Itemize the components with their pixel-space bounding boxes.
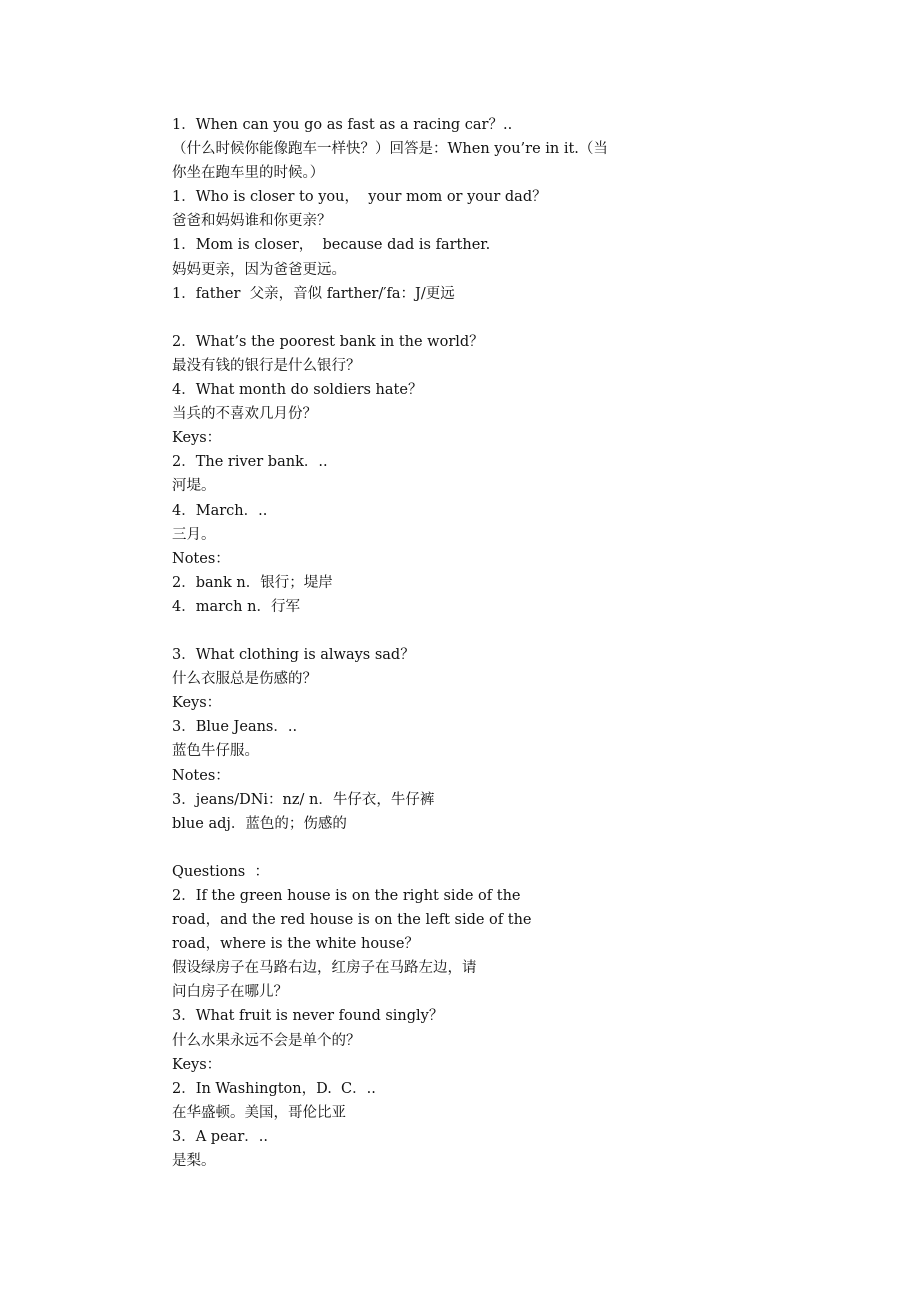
text-line: 1．When can you go as fast as a racing car？..	[172, 117, 513, 133]
text-line: 4．What month do soldiers hate？	[172, 382, 423, 399]
keys-heading: Keys：	[172, 695, 222, 712]
text-line: 3．jeans/DNi：nz/ n．牛仔衣，牛仔裤	[172, 791, 435, 808]
text-line: 当兵的不喜欢几月份？	[172, 406, 317, 423]
text-line: 1．Mom is closer， because dad is farther.	[172, 237, 491, 254]
text-line: 1．father 父亲，音似 farther/′fa：J/更远	[172, 285, 455, 302]
keys-heading: Keys：	[172, 1056, 222, 1073]
text-line: blue adj．蓝色的；伤感的	[172, 815, 347, 832]
notes-heading: Notes：	[172, 767, 230, 784]
document-body	[172, 113, 652, 1173]
text-line: 什么水果永远不会是单个的？	[172, 1032, 361, 1049]
text-line: 妈妈更亲，因为爸爸更远。	[172, 261, 346, 278]
text-line: 爸爸和妈妈谁和你更亲？	[172, 213, 332, 230]
text-line: 2．In Washington，D. C．..	[172, 1080, 376, 1097]
blank-line	[172, 619, 652, 643]
text-line: （什么时候你能像跑车一样快？）回答是：When you’re in it.（当	[172, 141, 608, 158]
text-line: 2．The river bank．..	[172, 454, 328, 471]
text-line: 2．If the green house is on the right side of the	[172, 888, 521, 904]
text-line: 3．A pear．..	[172, 1128, 268, 1145]
blank-line	[172, 306, 652, 330]
text-line: 4．march n．行军	[172, 598, 300, 615]
text-line: 在华盛顿。美国，哥伦比亚	[172, 1104, 346, 1121]
text-line: 河堤。	[172, 478, 216, 495]
text-line: 最没有钱的银行是什么银行？	[172, 357, 361, 374]
text-line: 4．March．..	[172, 502, 268, 519]
text-line: 3．Blue Jeans．..	[172, 719, 298, 736]
text-line: 3．What fruit is never found singly？	[172, 1008, 444, 1025]
text-line: 是梨。	[172, 1153, 216, 1170]
text-line: 假设绿房子在马路右边，红房子在马路左边，请	[172, 960, 477, 977]
keys-heading: Keys：	[172, 430, 222, 447]
text-line: 蓝色牛仔服。	[172, 743, 259, 760]
text-line: 问白房子在哪儿？	[172, 984, 288, 1001]
text-line: 你坐在跑车里的时候。）	[172, 165, 325, 182]
text-line: 什么衣服总是伤感的？	[172, 671, 317, 688]
blank-line	[172, 836, 652, 860]
text-line: 2．bank n．银行；堤岸	[172, 574, 333, 591]
text-line: 三月。	[172, 526, 216, 543]
text-line: road，and the red house is on the left side of the	[172, 912, 532, 929]
questions-heading: Questions ：	[172, 863, 269, 880]
text-line: 1．Who is closer to you， your mom or your dad？	[172, 189, 547, 206]
text-line: 2．What’s the poorest bank in the world？	[172, 333, 484, 350]
text-line: road，where is the white house？	[172, 936, 419, 953]
text-line: 3．What clothing is always sad？	[172, 647, 415, 664]
notes-heading: Notes：	[172, 550, 230, 567]
